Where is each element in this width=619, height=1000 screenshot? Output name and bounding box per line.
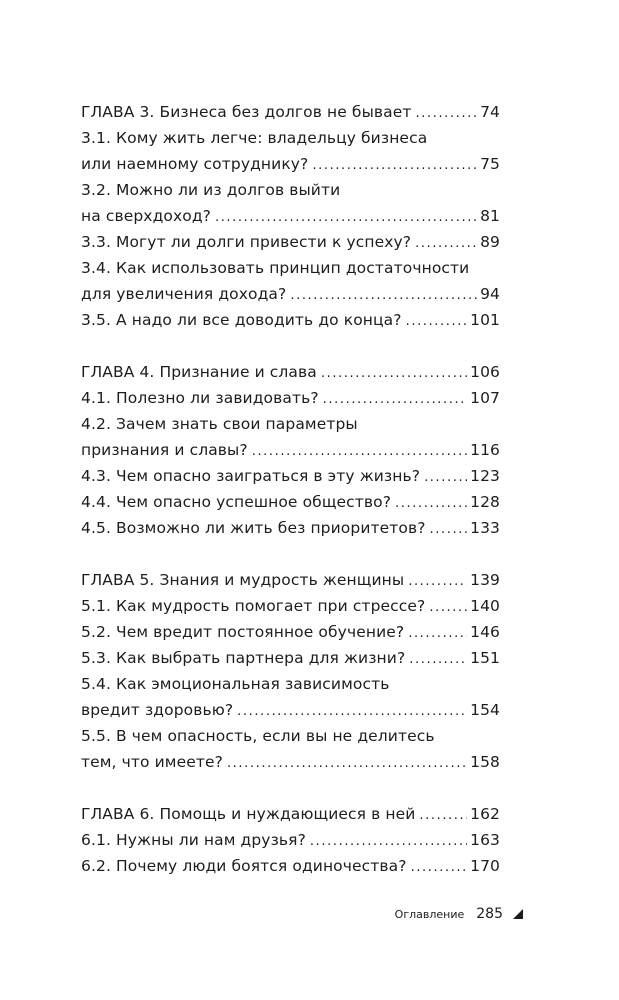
toc-entry-title: тем, что имеете? [81, 753, 223, 771]
toc-page-number: 75 [480, 155, 500, 173]
toc-entry[interactable] [81, 411, 500, 437]
toc-entry[interactable] [81, 177, 500, 203]
toc-entry-title: для увеличения дохода? [81, 285, 287, 303]
toc-entry-title: 5.2. Чем вредит постоянное обучение? [81, 623, 405, 641]
toc-section [81, 359, 500, 541]
toc-dot-leader [252, 439, 467, 465]
toc-entry[interactable] [81, 515, 500, 541]
toc-entry[interactable] [81, 645, 500, 671]
toc-page-number: 170 [470, 857, 500, 875]
toc-entry-title: 5.5. В чем опасность, если вы не делитесь [81, 727, 435, 745]
toc-chapter-entry[interactable] [81, 359, 500, 385]
toc-entry-title: или наемному сотруднику? [81, 155, 309, 173]
toc-dot-leader [321, 361, 467, 387]
toc-section [81, 99, 500, 333]
toc-dot-leader [429, 595, 467, 621]
toc-entry[interactable] [81, 255, 500, 281]
toc-entry-title: 3.3. Могут ли долги привести к успеху? [81, 233, 412, 251]
toc-dot-leader [409, 647, 467, 673]
toc-page-number: 151 [470, 649, 500, 667]
toc-dot-leader [416, 101, 478, 127]
toc-page-number: 106 [470, 363, 500, 381]
toc-entry[interactable] [81, 853, 500, 879]
page-number: 285 [476, 906, 503, 922]
toc-dot-leader [408, 569, 467, 595]
toc-page-number: 146 [470, 623, 500, 641]
toc-entry-title: ГЛАВА 6. Помощь и нуждающиеся в ней [81, 805, 416, 823]
toc-dot-leader [395, 491, 467, 517]
toc-entry[interactable] [81, 463, 500, 489]
toc-dot-leader [227, 751, 467, 777]
table-of-contents [81, 99, 500, 905]
toc-entry-title: 6.2. Почему люди боятся одиночества? [81, 857, 407, 875]
toc-page-number: 139 [470, 571, 500, 589]
running-footer-label: Оглавление [394, 907, 465, 921]
toc-entry-title: ГЛАВА 4. Признание и слава [81, 363, 317, 381]
toc-section [81, 567, 500, 775]
toc-entry[interactable] [81, 671, 500, 697]
toc-entry[interactable] [81, 723, 500, 749]
toc-entry-title: вредит здоровью? [81, 701, 234, 719]
toc-entry-title: на сверхдоход? [81, 207, 211, 225]
toc-chapter-entry[interactable] [81, 801, 500, 827]
page-corner-triangle-icon [513, 909, 523, 919]
toc-entry[interactable] [81, 203, 500, 229]
toc-entry-title: ГЛАВА 5. Знания и мудрость женщины [81, 571, 405, 589]
toc-entry[interactable] [81, 229, 500, 255]
toc-page-number: 94 [480, 285, 500, 303]
toc-entry-title: 4.4. Чем опасно успешное общество? [81, 493, 392, 511]
toc-dot-leader [323, 387, 467, 413]
toc-entry-title: 4.1. Полезно ли завидовать? [81, 389, 319, 407]
toc-dot-leader [237, 699, 467, 725]
toc-entry-title: 6.1. Нужны ли нам друзья? [81, 831, 306, 849]
page-footer [395, 906, 523, 922]
toc-entry-title: признания и славы? [81, 441, 248, 459]
toc-page-number: 133 [470, 519, 500, 537]
toc-dot-leader [290, 283, 477, 309]
toc-entry-title: 5.4. Как эмоциональная зависимость [81, 675, 390, 693]
toc-entry-title: 4.2. Зачем знать свои параметры [81, 415, 358, 433]
toc-entry[interactable] [81, 437, 500, 463]
toc-entry-title: 3.2. Можно ли из долгов выйти [81, 181, 341, 199]
toc-entry[interactable] [81, 385, 500, 411]
toc-entry-title: 3.5. А надо ли все доводить до конца? [81, 311, 402, 329]
toc-dot-leader [312, 153, 477, 179]
toc-page-number: 162 [470, 805, 500, 823]
toc-entry-title: 5.1. Как мудрость помогает при стрессе? [81, 597, 426, 615]
toc-page-number: 140 [470, 597, 500, 615]
toc-page-number: 89 [480, 233, 500, 251]
toc-entry[interactable] [81, 593, 500, 619]
toc-entry-title: 4.5. Возможно ли жить без приоритетов? [81, 519, 426, 537]
toc-dot-leader [415, 231, 477, 257]
toc-entry-title: 3.4. Как использовать принцип достаточности [81, 259, 470, 277]
toc-dot-leader [411, 855, 468, 881]
toc-entry-title: 4.3. Чем опасно заиграться в эту жизнь? [81, 467, 421, 485]
toc-entry[interactable] [81, 307, 500, 333]
toc-entry[interactable] [81, 151, 500, 177]
toc-entry[interactable] [81, 697, 500, 723]
toc-page-number: 116 [470, 441, 500, 459]
toc-entry-title: 3.1. Кому жить легче: владельцу бизнеса [81, 129, 428, 147]
toc-dot-leader [406, 309, 468, 335]
toc-dot-leader [430, 517, 468, 543]
toc-dot-leader [310, 829, 467, 855]
toc-chapter-entry[interactable] [81, 567, 500, 593]
toc-entry[interactable] [81, 489, 500, 515]
toc-entry[interactable] [81, 749, 500, 775]
toc-dot-leader [424, 465, 467, 491]
toc-page-number: 123 [470, 467, 500, 485]
toc-page-number: 101 [470, 311, 500, 329]
toc-page-number: 107 [470, 389, 500, 407]
toc-chapter-entry[interactable] [81, 99, 500, 125]
toc-page-number: 158 [470, 753, 500, 771]
toc-dot-leader [419, 803, 467, 829]
toc-page-number: 128 [470, 493, 500, 511]
toc-page-number: 154 [470, 701, 500, 719]
toc-entry-title: ГЛАВА 3. Бизнеса без долгов не бывает [81, 103, 412, 121]
toc-section [81, 801, 500, 879]
toc-dot-leader [215, 205, 477, 231]
toc-page-number: 81 [480, 207, 500, 225]
toc-page-number: 163 [470, 831, 500, 849]
toc-page-number: 74 [480, 103, 500, 121]
toc-entry[interactable] [81, 125, 500, 151]
toc-entry[interactable] [81, 619, 500, 645]
toc-entry-title: 5.3. Как выбрать партнера для жизни? [81, 649, 406, 667]
toc-entry[interactable] [81, 281, 500, 307]
toc-dot-leader [408, 621, 467, 647]
toc-entry[interactable] [81, 827, 500, 853]
